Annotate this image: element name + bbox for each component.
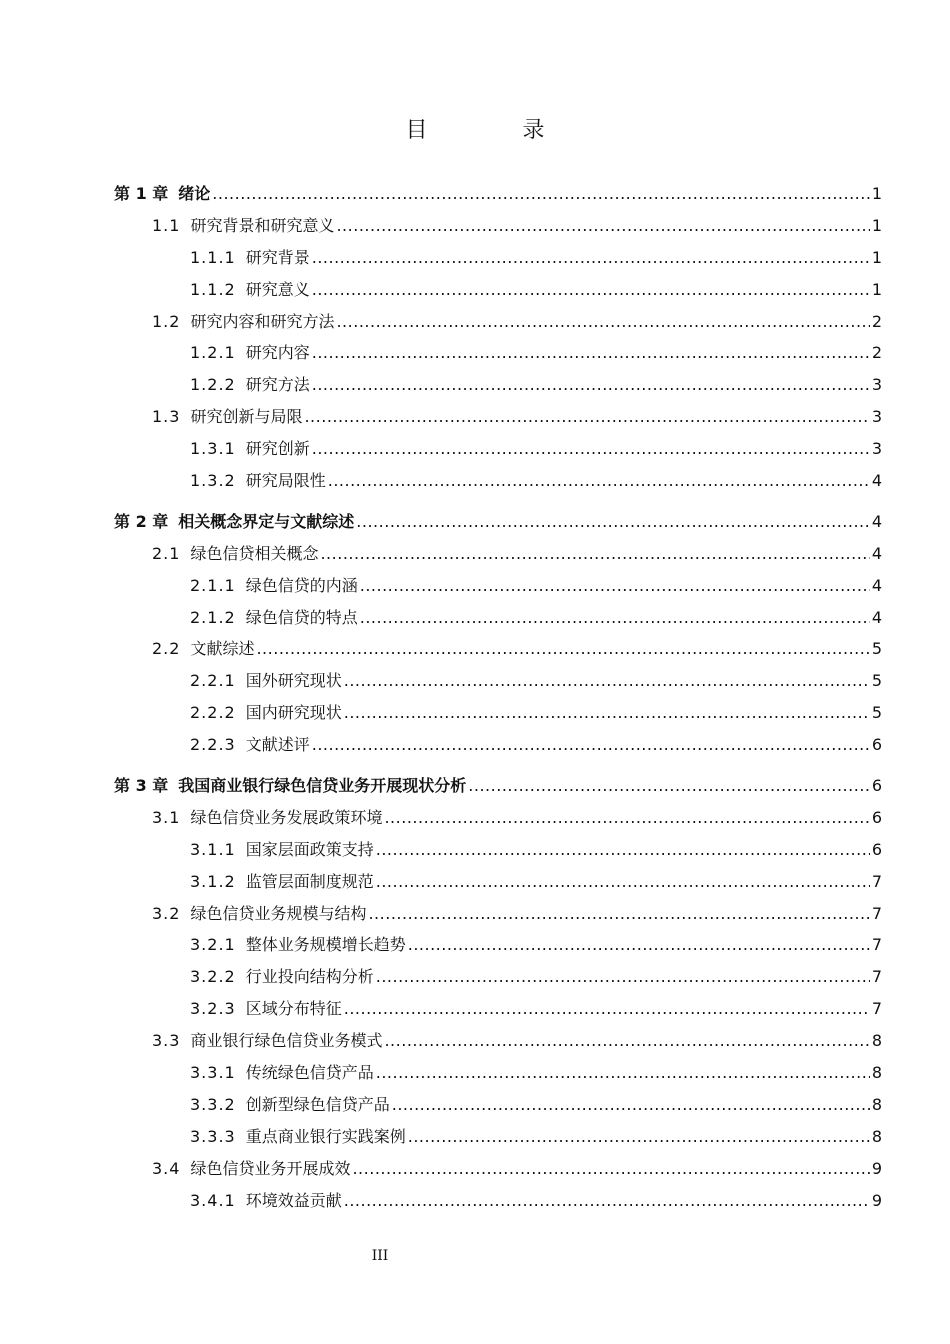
toc-entry[interactable] [114,433,882,465]
toc-entry[interactable] [114,369,882,401]
toc-entry-page: 7 [871,935,882,955]
dot-leader [328,465,870,497]
toc-entry[interactable] [114,306,882,338]
dot-leader [408,1121,870,1153]
dot-leader [344,1185,870,1217]
dot-leader [312,242,870,274]
toc-entry[interactable] [114,538,882,570]
toc-entry-number: 1.3.2 [190,471,236,491]
toc-entry-title: 绿色信贷业务规模与结构 [190,903,367,923]
dot-leader [376,834,870,866]
toc-entry[interactable] [114,1121,882,1153]
toc-entry[interactable] [114,770,882,802]
toc-entry-number: 1.3.1 [190,439,236,459]
toc-entry-number: 1.3 [152,407,181,427]
dot-leader [336,210,869,242]
toc-entry-number: 3.2.3 [190,999,236,1019]
toc-entry-page: 4 [871,607,882,627]
toc-entry-number: 1.1 [152,215,181,235]
dot-leader [356,506,870,538]
toc-entry-page: 6 [871,776,882,796]
toc-entry-page: 9 [871,1190,882,1210]
toc-entry-page: 6 [871,735,882,755]
dot-leader [312,433,870,465]
dot-leader [392,1089,870,1121]
toc-entry-page: 5 [871,671,882,691]
toc-entry-page: 3 [871,439,882,459]
toc-entry-title: 传统绿色信贷产品 [245,1063,374,1083]
toc-entry-page: 1 [871,215,882,235]
toc-entry-title: 研究背景 [245,247,310,267]
toc-entry-title: 研究内容 [245,343,310,363]
toc-entry-number: 3.1.1 [190,839,236,859]
toc-entry-number: 1.1.1 [190,247,236,267]
dot-leader [312,274,870,306]
toc-entry-page: 1 [871,184,882,203]
toc-entry-number: 3.4 [152,1158,181,1178]
toc-entry-number: 3.3.3 [190,1126,236,1146]
toc-entry-title: 监管层面制度规范 [245,871,374,891]
toc-entry[interactable] [114,1089,882,1121]
toc-entry[interactable] [114,1025,882,1057]
dot-leader [468,770,870,802]
toc-entry-number: 2.2 [152,639,181,659]
toc-entry-page: 8 [871,1063,882,1083]
toc-entry[interactable] [114,178,882,210]
toc-entry-number: 3.1 [152,807,181,827]
toc-entry-page: 3 [871,375,882,395]
toc-entry-number: 2.1.2 [190,607,236,627]
toc-entry-number: 3.2.2 [190,967,236,987]
toc-entry-title: 绿色信贷的内涵 [245,575,358,595]
toc-entry-number: 第 2 章 [114,511,169,531]
toc-entry-number: 3.1.2 [190,871,236,891]
toc-entry-number: 2.1 [152,543,181,563]
toc-entry-page: 6 [871,839,882,859]
toc-entry-title: 商业银行绿色信贷业务模式 [190,1031,383,1051]
toc-entry-number: 3.2.1 [190,935,236,955]
toc-entry[interactable] [114,697,882,729]
dot-leader [256,633,869,665]
toc-entry[interactable] [114,465,882,497]
toc-entry-number: 3.3 [152,1031,181,1051]
toc-entry-page: 4 [871,575,882,595]
toc-entry[interactable] [114,1185,882,1217]
dot-leader [344,993,870,1025]
dot-leader [376,961,870,993]
toc-entry-page: 7 [871,903,882,923]
toc-entry-number: 3.3.1 [190,1063,236,1083]
toc-entry-title: 国家层面政策支持 [245,839,374,859]
dot-leader [384,1025,869,1057]
toc-entry[interactable] [114,929,882,961]
toc-entry-number: 2.2.2 [190,703,236,723]
toc-entry-page: 4 [871,471,882,491]
dot-leader [384,802,869,834]
toc-entry[interactable] [114,961,882,993]
toc-entry-page: 4 [871,543,882,563]
dot-leader [376,1057,870,1089]
page-number: III [371,1248,389,1264]
dot-leader [344,697,870,729]
toc-entry-page: 5 [871,639,882,659]
toc-entry-number: 1.2 [152,311,181,331]
toc-entry[interactable] [114,401,882,433]
toc-entry-page: 8 [871,1094,882,1114]
toc-entry-title: 研究意义 [245,279,310,299]
dot-leader [212,178,870,210]
toc-entry-number: 2.1.1 [190,575,236,595]
toc-entry-number: 3.4.1 [190,1190,236,1210]
toc-entry[interactable] [114,898,882,930]
toc-entry[interactable] [114,337,882,369]
toc-entry-number: 3.3.2 [190,1094,236,1114]
toc-entry[interactable] [114,993,882,1025]
dot-leader [376,866,870,898]
toc-entry-number: 第 1 章 [114,184,169,203]
page-title: 目 录 [405,118,589,143]
toc-entry-title: 文献述评 [245,735,310,755]
toc-entry-title: 区域分布特征 [245,999,342,1019]
toc-entry-page: 7 [871,967,882,987]
toc-entry[interactable] [114,602,882,634]
toc-entry-page: 5 [871,703,882,723]
dot-leader [344,665,870,697]
toc-entry-title: 绿色信贷的特点 [245,607,358,627]
toc-entry-title: 创新型绿色信贷产品 [245,1094,390,1114]
toc-entry-title: 研究背景和研究意义 [190,215,335,235]
toc-entry-number: 1.1.2 [190,279,236,299]
toc-entry[interactable] [114,665,882,697]
toc-entry-title: 研究局限性 [245,471,326,491]
toc-entry[interactable] [114,633,882,665]
toc-entry-page: 9 [871,1158,882,1178]
dot-leader [312,337,870,369]
toc-entry[interactable] [114,802,882,834]
toc-entry-title: 重点商业银行实践案例 [245,1126,406,1146]
toc-entry-page: 7 [871,871,882,891]
toc-entry[interactable] [114,866,882,898]
dot-leader [312,369,870,401]
dot-leader [320,538,869,570]
toc-entry-title: 我国商业银行绿色信贷业务开展现状分析 [178,776,467,796]
toc-entry-number: 2.2.3 [190,735,236,755]
toc-entry-title: 研究方法 [245,375,310,395]
toc-entry-title: 行业投向结构分析 [245,967,374,987]
toc-entry[interactable] [114,729,882,761]
toc-entry-title: 整体业务规模增长趋势 [245,935,406,955]
toc-entry-title: 绿色信贷相关概念 [190,543,319,563]
toc-entry-page: 3 [871,407,882,427]
toc-entry-title: 绿色信贷业务开展成效 [190,1158,351,1178]
toc-entry[interactable] [114,274,882,306]
toc-entry-page: 1 [871,247,882,267]
dot-leader [304,401,869,433]
toc-entry-number: 3.2 [152,903,181,923]
toc-entry-title: 国外研究现状 [245,671,342,691]
toc-entry-page: 2 [871,311,882,331]
toc-entry-title: 环境效益贡献 [245,1190,342,1210]
toc-entry-page: 8 [871,1126,882,1146]
dot-leader [336,306,869,338]
toc-entry-number: 2.2.1 [190,671,236,691]
toc-entry-number: 第 3 章 [114,776,169,796]
toc-entry-title: 研究内容和研究方法 [190,311,335,331]
toc-entry-title: 国内研究现状 [245,703,342,723]
toc-entry[interactable] [114,570,882,602]
dot-leader [360,570,870,602]
toc-entry-title: 相关概念界定与文献综述 [178,511,355,531]
toc-entry-title: 绿色信贷业务发展政策环境 [190,807,383,827]
toc-entry-page: 4 [871,511,882,531]
toc-entry-title: 研究创新与局限 [190,407,303,427]
toc-entry[interactable] [114,210,882,242]
dot-leader [408,929,870,961]
dot-leader [312,729,870,761]
toc-entry-page: 2 [871,343,882,363]
toc-entry-title: 文献综述 [190,639,255,659]
toc-entry-title: 研究创新 [245,439,310,459]
toc-entry-number: 1.2.2 [190,375,236,395]
dot-leader [352,1153,869,1185]
toc-entry-page: 7 [871,999,882,1019]
dot-leader [360,602,870,634]
toc-entry-page: 1 [871,279,882,299]
toc-entry-page: 8 [871,1031,882,1051]
toc-entry[interactable] [114,1057,882,1089]
table-of-contents [114,178,882,1217]
toc-entry[interactable] [114,506,882,538]
toc-entry[interactable] [114,1153,882,1185]
toc-entry[interactable] [114,242,882,274]
toc-entry[interactable] [114,834,882,866]
dot-leader [368,898,869,930]
toc-entry-number: 1.2.1 [190,343,236,363]
toc-entry-page: 6 [871,807,882,827]
toc-entry-title: 绪论 [178,184,211,203]
